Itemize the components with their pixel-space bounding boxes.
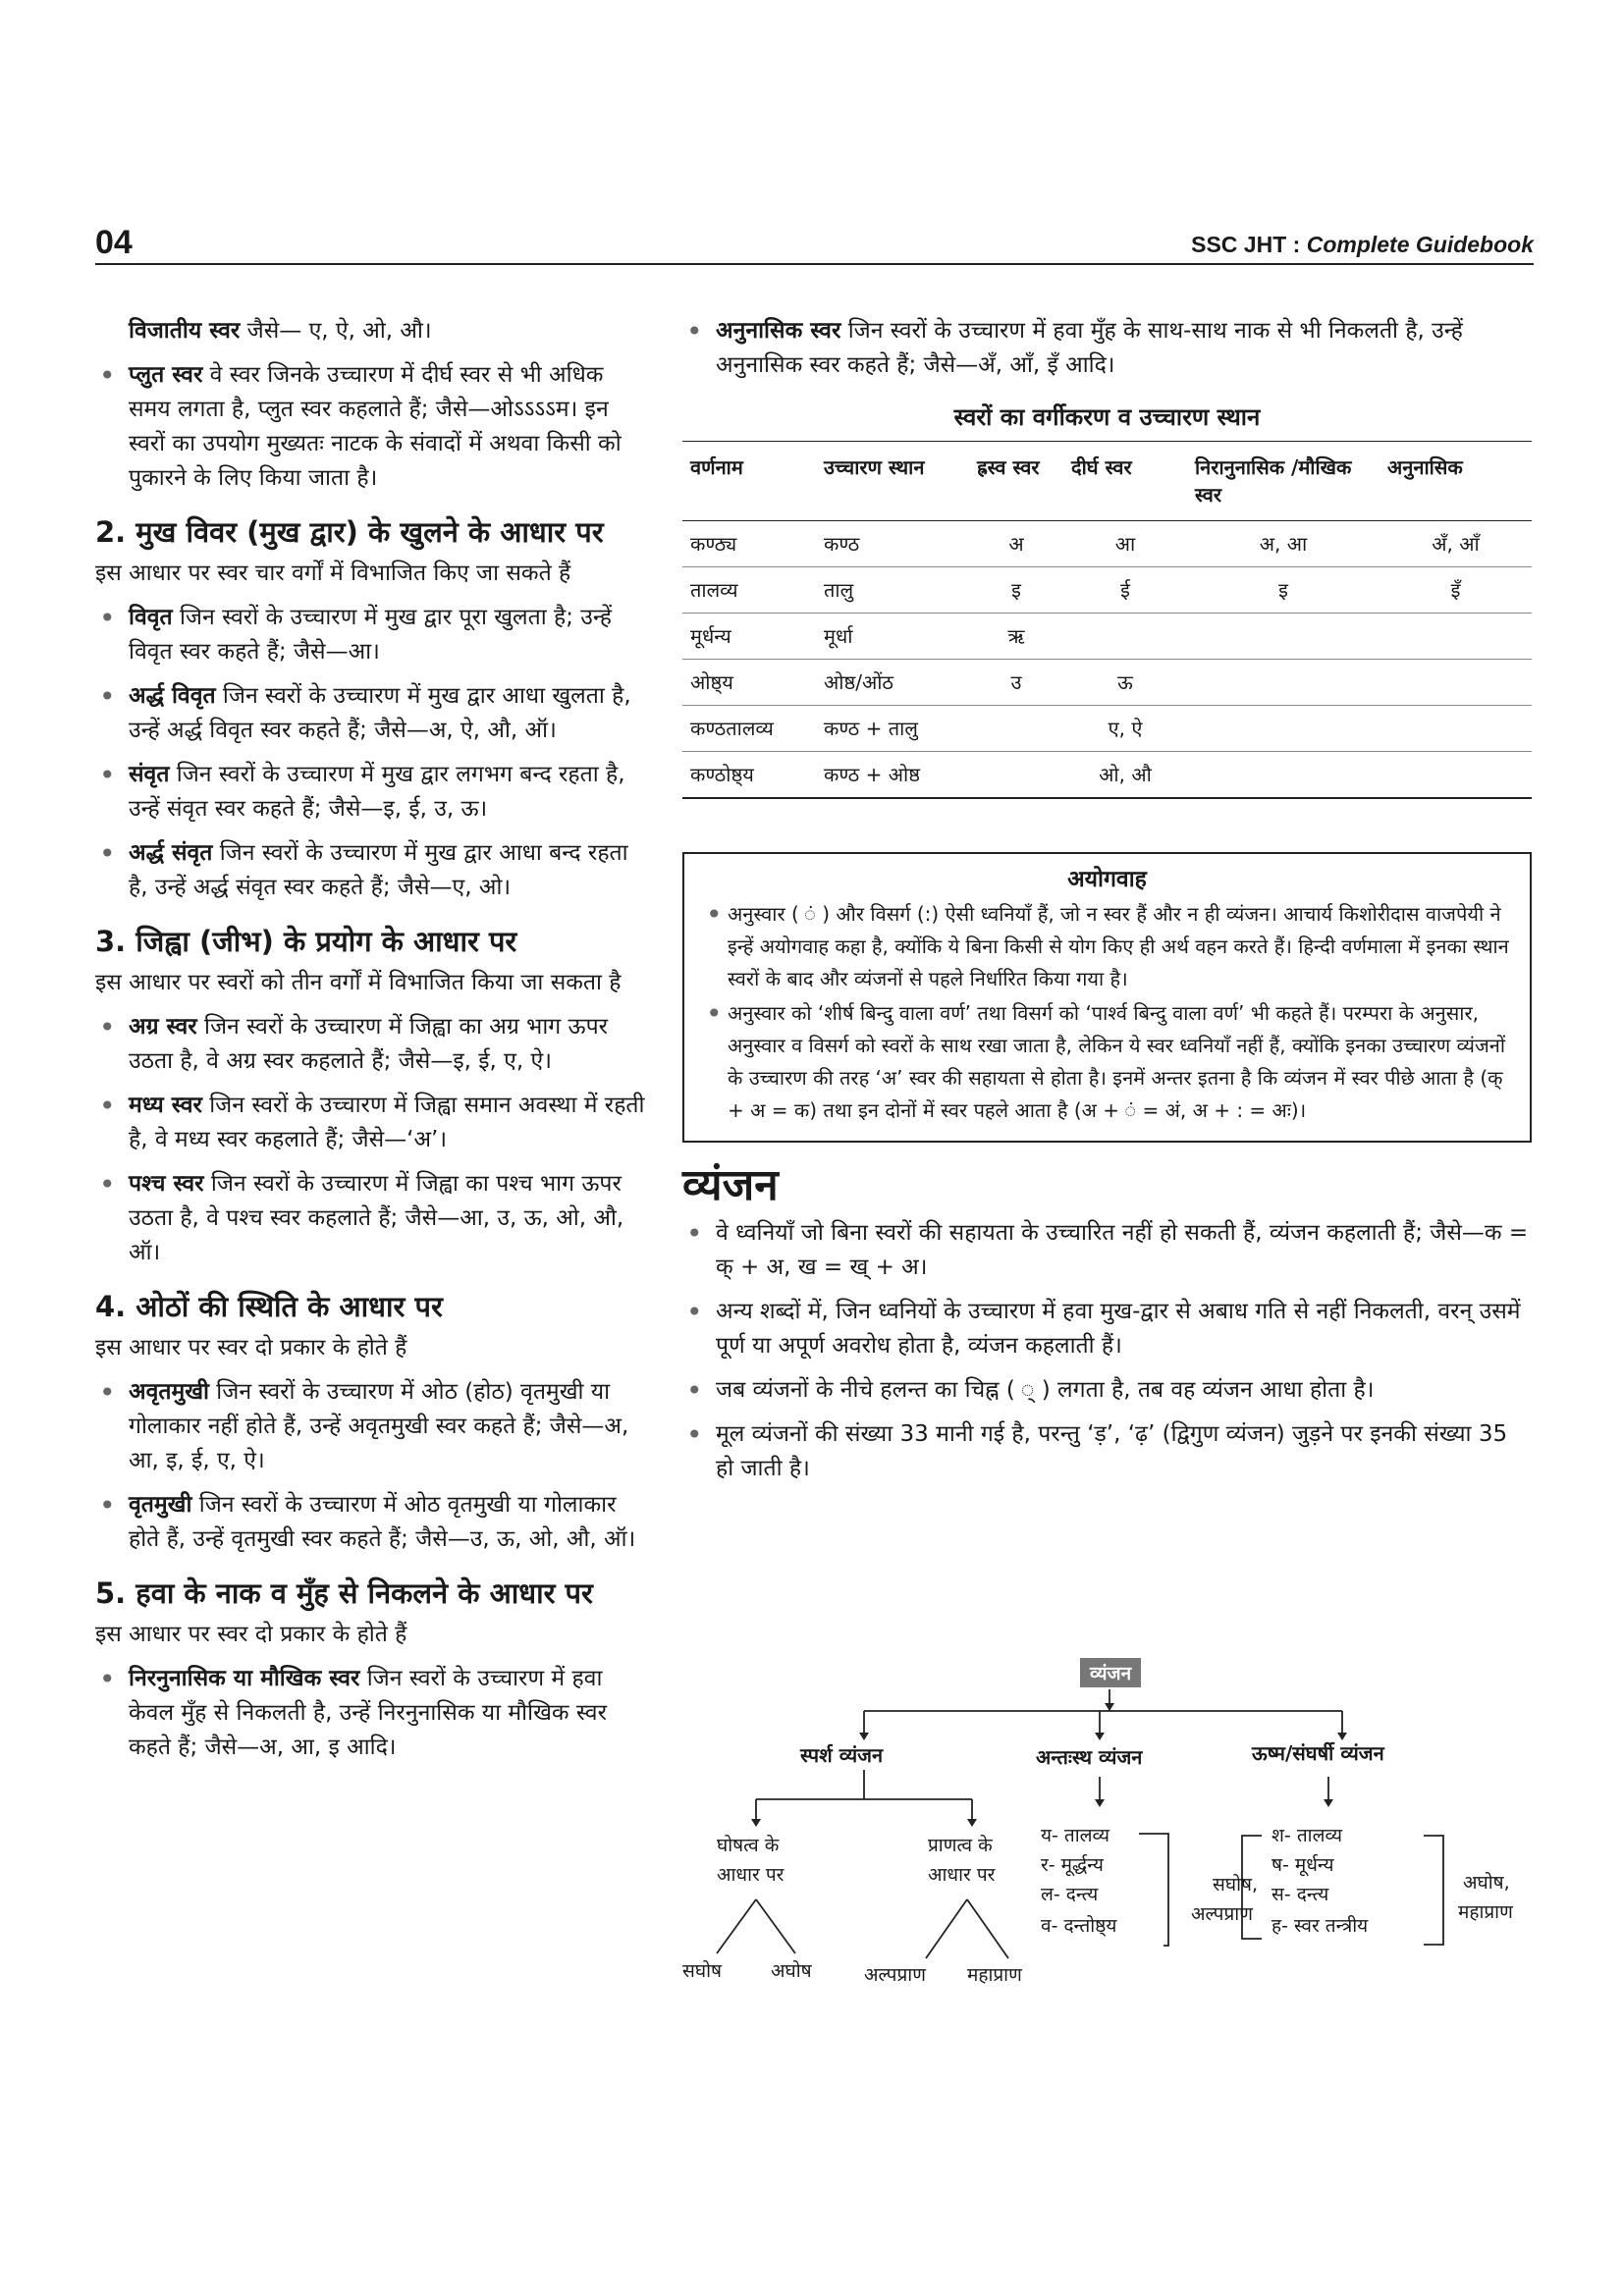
th-anunasik: अनुनासिक — [1380, 442, 1532, 521]
pashch-swar-item: • पश्च स्वर जिन स्वरों के उच्चारण में जिह्वा का पश्च भाग ऊपर उठता है, वे पश्च स्वर कहलाते हैं; जैसे—आ, उ, ऊ, ओ, औ, ऑ। — [95, 1167, 645, 1270]
tree-pran-line1: प्राणत्व के — [928, 1835, 993, 1856]
tree-ghosh-line1: घोषत्व के — [717, 1835, 780, 1856]
swar-table — [682, 441, 1532, 799]
agra-swar-item: • अग्र स्वर जिन स्वरों के उच्चारण में जिह्वा का अग्र भाग ऊपर उठता है, वे अग्र स्वर कहलाते हैं; जैसे—इ, ई, ए, ऐ। — [95, 1010, 645, 1079]
intro-mukh-vivar: इस आधार पर स्वर चार वर्गों में विभाजित किए जा सकते हैं — [95, 561, 571, 586]
vyanjan-point-1: • वे ध्वनियाँ जो बिना स्वरों की सहायता के उच्चारित नहीं हो सकती हैं, व्यंजन कहलाती हैं; जैसे—क = क् + अ, ख = ख् + अ। — [682, 1216, 1532, 1285]
tree-alpapran: अल्पप्राण — [864, 1964, 926, 1986]
tree-pran-line2: आधार पर — [928, 1864, 996, 1886]
intro-hava: इस आधार पर स्वर दो प्रकार के होते हैं — [95, 1622, 407, 1647]
tree-ya: य- तालव्य — [1041, 1825, 1110, 1846]
tree-saghosh: सघोष — [682, 1960, 722, 1982]
tree-mahapran: महाप्राण — [967, 1964, 1022, 1986]
th-dirgh: दीर्घ स्वर — [1063, 442, 1187, 521]
ayogvah-title: अयोगवाह — [1067, 867, 1147, 892]
ardh-samvrit-item: • अर्द्ध संवृत जिन स्वरों के उच्चारण में मुख द्वार आधा बन्द रहता है, उन्हें अर्द्ध संवृत स्वर कहते हैं; जैसे—ए, ओ। — [95, 836, 645, 905]
vyanjan-point-3: • जब व्यंजनों के नीचे हलन्त का चिह्न ( ् ) लगता है, तब वह व्यंजन आधा होता है। — [682, 1373, 1532, 1408]
book-title: SSC JHT : Complete Guidebook — [1191, 232, 1534, 257]
ayogvah-point-2: • अनुस्वार को ‘शीर्ष बिन्दु वाला वर्ण’ तथा विसर्ग को ‘पार्श्व बिन्दु वाला वर्ण’ भी कहते हैं। परम्परा के अनुसार, अनुस्वार व विसर्ग को स्वरों के साथ रखा जाता है, लेकिन ये स्वर ध्वनियाँ नहीं हैं, क्योंकि इनका उच्चारण व्यंजनों के उच्चारण की तरह ‘अ’ स्वर की सहायता से होता है। इनमें अन्तर इतना है कि व्यंजन में स्वर पीछे आता है (क् + अ = क) तथा इन दोनों में स्वर पहले आता है (अ + ं = अं, अ + : = अः)। — [702, 997, 1512, 1127]
tree-sha: श- तालव्य — [1271, 1825, 1342, 1846]
intro-othon: इस आधार पर स्वर दो प्रकार के होते हैं — [95, 1335, 407, 1361]
table-row: कण्ठतालव्य कण्ठ + तालु ए, ऐ — [682, 706, 1532, 752]
anunasik-item: • अनुनासिक स्वर जिन स्वरों के उच्चारण में हवा मुँह के साथ-साथ नाक से भी निकलती है, उन्हें अनुनासिक स्वर कहते हैं; जैसे—अँ, आँ, इँ आदि। — [682, 314, 1532, 383]
tree-root-vyanjan: व्यंजन — [1080, 1658, 1141, 1687]
table-caption: स्वरों का वर्गीकरण व उच्चारण स्थान — [953, 403, 1261, 431]
tree-ha: ह- स्वर तन्त्रीय — [1271, 1915, 1369, 1937]
tree-ushm-mahapran: महाप्राण — [1458, 1901, 1513, 1923]
th-uchcharan-sthan: उच्चारण स्थान — [816, 442, 969, 521]
left-column — [95, 314, 645, 1775]
table-row: कण्ठोष्ठ्य कण्ठ + ओष्ठ ओ, औ — [682, 752, 1532, 799]
tree-sparsh: स्पर्श व्यंजन — [800, 1743, 884, 1767]
vyanjan-tree-diagram — [682, 1654, 1532, 2037]
right-column — [682, 314, 1532, 1496]
heading-hava: 5. हवा के नाक व मुँह से निकलने के आधार पर — [95, 1576, 593, 1610]
tree-sa: स- दन्त्य — [1271, 1884, 1329, 1905]
heading-mukh-vivar: 2. मुख विवर (मुख द्वार) के खुलने के आधार पर — [95, 515, 604, 549]
plut-swar-item: • प्लुत स्वर वे स्वर जिनके उच्चारण में दीर्घ स्वर से भी अधिक समय लगता है, प्लुत स्वर कहलाते हैं; जैसे—ओऽऽऽऽम। इन स्वरों का उपयोग मुख्यतः नाटक के संवादों में अथवा किसी को पुकारने के लिए किया जाता है। — [95, 358, 645, 496]
madhya-swar-item: • मध्य स्वर जिन स्वरों के उच्चारण में जिह्वा समान अवस्था में रहती है, वे मध्य स्वर कहलाते हैं; जैसे—‘अ’। — [95, 1089, 645, 1157]
vyanjan-point-4: • मूल व्यंजनों की संख्या 33 मानी गई है, परन्तु ‘ड़’, ‘ढ़’ (द्विगुण व्यंजन) जुड़ने पर इनकी संख्या 35 हो जाती है। — [682, 1417, 1532, 1486]
th-hrasva: ह्रस्व स्वर — [969, 442, 1063, 521]
tree-antastha: अन्तःस्थ व्यंजन — [1036, 1745, 1143, 1769]
table-row: ओष्ठ्य ओष्ठ/ओंठ उ ऊ — [682, 660, 1532, 706]
page-number: 04 — [95, 224, 133, 261]
vivrit-item: • विवृत जिन स्वरों के उच्चारण में मुख द्वार पूरा खुलता है; उन्हें विवृत स्वर कहते हैं; जैसे—आ। — [95, 601, 645, 669]
th-niranunasik: निरानुनासिक /मौखिक स्वर — [1187, 442, 1380, 521]
intro-jihva: इस आधार पर स्वरों को तीन वर्गों में विभाजित किया जा सकता है — [95, 970, 622, 995]
ayogvah-point-1: • अनुस्वार ( ं ) और विसर्ग (:) ऐसी ध्वनियाँ हैं, जो न स्वर हैं और न ही व्यंजन। आचार्य किशोरीदास वाजपेयी ने इन्हें अयोगवाह कहा है, क्योंकि ये बिना किसी से योग किए ही अर्थ वहन करते हैं। हिन्दी वर्णमाला में इनका स्थान स्वरों के बाद और व्यंजनों से पहले निर्धारित किया गया है। — [702, 898, 1512, 995]
vijatiya-line: विजातीय स्वर जैसे— ए, ऐ, ओ, औ। — [129, 318, 432, 344]
tree-ushm-aghosh: अघोष, — [1463, 1872, 1510, 1894]
vyanjan-point-2: • अन्य शब्दों में, जिन ध्वनियों के उच्चारण में हवा मुख-द्वार से अबाध गति से नहीं निकलती, वरन् उसमें पूर्ण या अपूर्ण अवरोध होता है, व्यंजन कहलाती हैं। — [682, 1295, 1532, 1363]
heading-othon: 4. ओठों की स्थिति के आधार पर — [95, 1290, 443, 1323]
tree-ra: र- मूर्द्धन्य — [1041, 1854, 1104, 1876]
table-row: तालव्य तालु इ ई इ इँ — [682, 567, 1532, 614]
heading-jihva: 3. जिह्वा (जीभ) के प्रयोग के आधार पर — [95, 925, 517, 958]
table-header-row — [682, 442, 1532, 521]
th-varnanam: वर्णनाम — [682, 442, 816, 521]
vritmukhi-item: • वृतमुखी जिन स्वरों के उच्चारण में ओठ वृतमुखी या गोलाकार होते हैं, उन्हें वृतमुखी स्वर कहते हैं; जैसे—उ, ऊ, ओ, औ, ऑ। — [95, 1488, 645, 1557]
table-row: कण्ठ्य कण्ठ अ आ अ, आ अँ, आँ — [682, 521, 1532, 567]
ardh-vivrit-item: • अर्द्ध विवृत जिन स्वरों के उच्चारण में मुख द्वार आधा खुलता है, उन्हें अर्द्ध विवृत स्वर कहते हैं; जैसे—अ, ऐ, औ, ऑ। — [95, 679, 645, 748]
tree-ushm-alpapran: अल्पप्राण — [1191, 1903, 1253, 1925]
ayogvah-box — [682, 852, 1532, 1143]
avritmukhi-item: • अवृतमुखी जिन स्वरों के उच्चारण में ओठ (होठ) वृतमुखी या गोलाकार नहीं होते हैं, उन्हें अवृतमुखी स्वर कहते हैं; जैसे—अ, आ, इ, ई, ए, ऐ। — [95, 1375, 645, 1478]
tree-la: ल- दन्त्य — [1041, 1884, 1099, 1905]
tree-va: व- दन्तोष्ठ्य — [1041, 1915, 1117, 1937]
niranunasik-item: • निरनुनासिक या मौखिक स्वर जिन स्वरों के उच्चारण में हवा केवल मुँह से निकलती है, उन्हें निरनुनासिक या मौखिक स्वर कहते हैं; जैसे—अ, आ, इ आदि। — [95, 1662, 645, 1765]
tree-aghosh: अघोष — [771, 1960, 812, 1982]
tree-ushm: ऊष्म/संघर्षी व्यंजन — [1252, 1741, 1384, 1765]
tree-ushm-saghosh: सघोष, — [1213, 1874, 1259, 1896]
page-header — [95, 224, 1534, 265]
samvrit-item: • संवृत जिन स्वरों के उच्चारण में मुख द्वार लगभग बन्द रहता है, उन्हें संवृत स्वर कहते हैं; जैसे—इ, ई, उ, ऊ। — [95, 758, 645, 827]
vyanjan-heading: व्यंजन — [682, 1160, 779, 1210]
table-row: मूर्धन्य मूर्धा ऋ — [682, 614, 1532, 660]
tree-ghosh-line2: आधार पर — [717, 1864, 784, 1886]
tree-ssha: ष- मूर्धन्य — [1271, 1854, 1334, 1876]
